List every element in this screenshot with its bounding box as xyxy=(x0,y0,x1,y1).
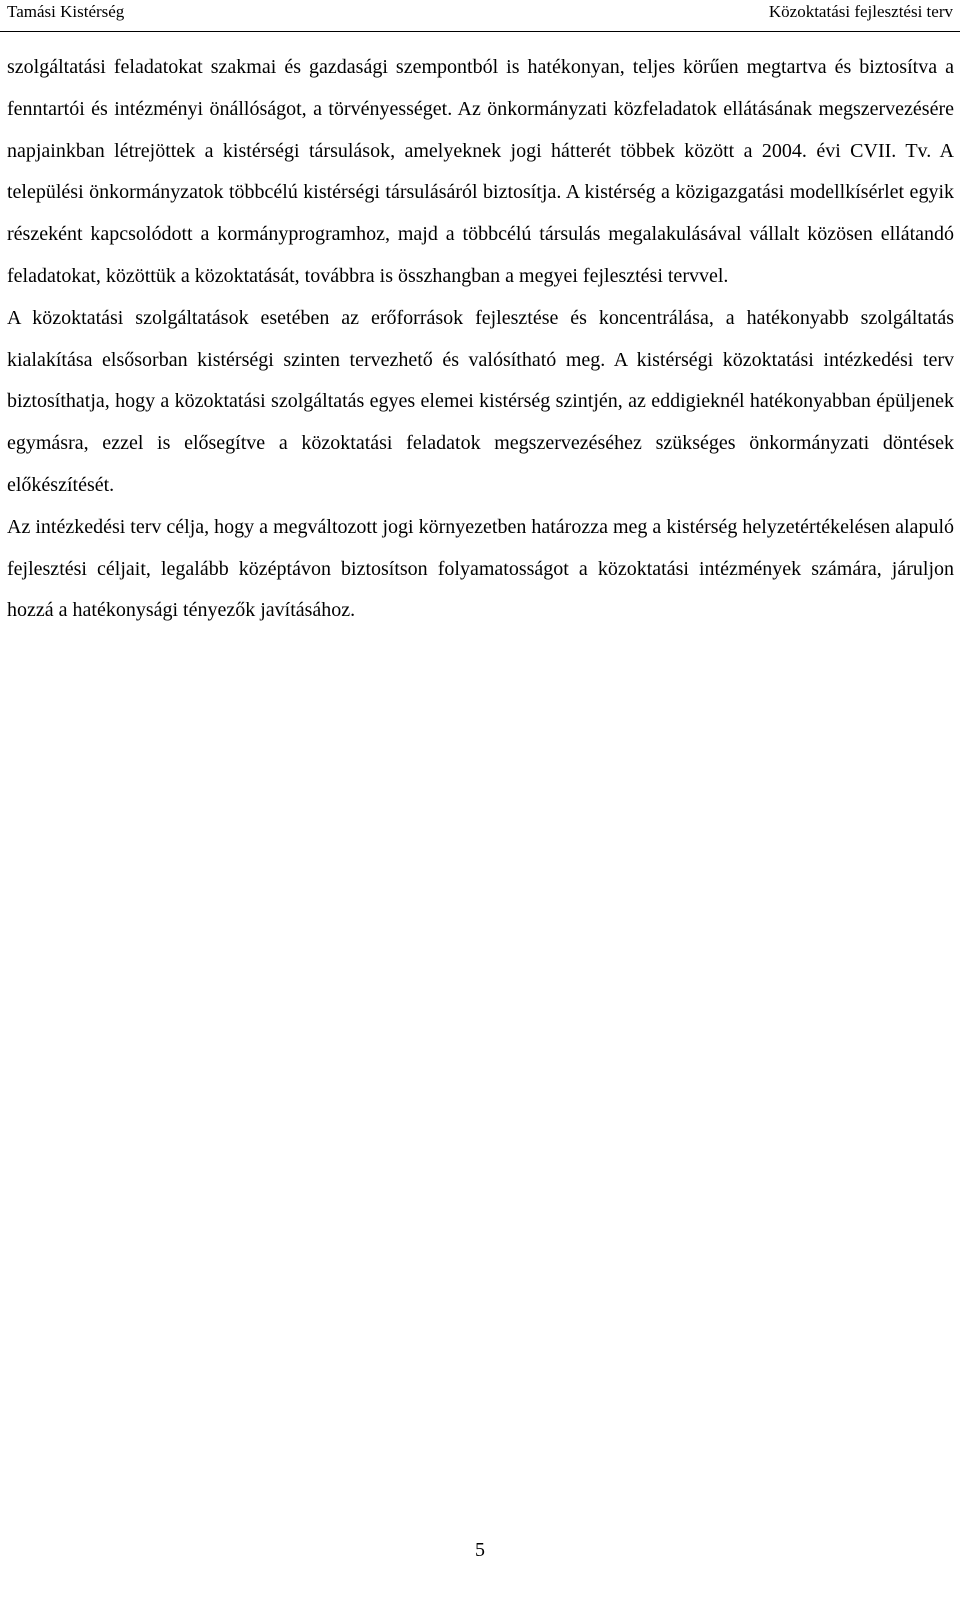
page-body xyxy=(7,47,954,632)
body-paragraph-3: Az intézkedési terv célja, hogy a megváltozott jogi környezetben határozza meg a kistérség helyzetértékelésen alapuló fejlesztési céljait, legalább középtávon biztosítson folyamatosságot a közoktatási intézmények számára, járuljon hozzá a hatékonysági tényezők javításához. xyxy=(7,515,954,622)
page-number: 5 xyxy=(475,1539,485,1561)
header-document-title: Közoktatási fejlesztési terv xyxy=(768,2,953,21)
page-header xyxy=(0,0,960,32)
body-paragraph-2: A közoktatási szolgáltatások esetében az erőforrások fejlesztése és koncentrálása, a hatékonyabb szolgáltatás kialakítása elsősorban kistérségi szinten tervezhető és valósítható meg. A kistérségi közoktatási intézkedési terv biztosíthatja, hogy a közoktatási szolgáltatás egyes elemei kistérség szintjén, az eddigieknél hatékonyabban épüljenek egymásra, ezzel is elősegítve a közoktatási feladatok megszervezéséhez szükséges önkormányzati döntések előkészítését. xyxy=(7,306,954,496)
body-paragraph-1: szolgáltatási feladatokat szakmai és gazdasági szempontból is hatékonyan, teljes körűen megtartva és biztosítva a fenntartói és intézményi önállóságot, a törvényességet. Az önkormányzati közfeladatok ellátásának megszervezésére napjainkban létrejöttek a kistérségi társulások, amelyeknek jogi hátterét többek között a 2004. évi CVII. Tv. A települési önkormányzatok többcélú kistérségi társulásáról biztosítja. A kistérség a közigazgatási modellkísérlet egyik részeként kapcsolódott a kormányprogramhoz, majd a többcélú társulás megalakulásával vállalt közösen ellátandó feladatokat, közöttük a közoktatását, továbbra is összhangban a megyei fejlesztési tervvel. xyxy=(7,56,954,287)
header-organization: Tamási Kistérség xyxy=(7,2,125,21)
